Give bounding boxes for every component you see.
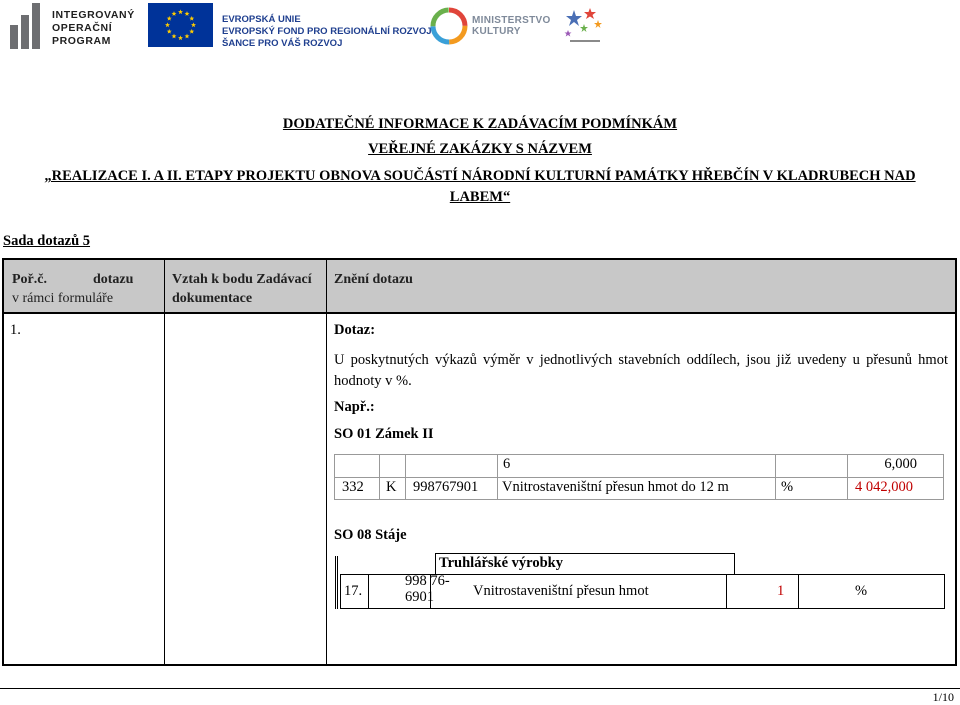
so01-cell-unit: % (781, 479, 794, 495)
so08-heading: SO 08 Stáje (334, 527, 407, 543)
question-text: U poskytnutých výkazů výměr v jednotlivých stavebních oddílech, jsou již uvedeny u přesunů hmot hodnoty v %. (334, 352, 948, 389)
iop-logo (10, 3, 135, 49)
doc-title: DODATEČNÉ INFORMACE K ZADÁVACÍM PODMÍNKÁM (282, 116, 678, 132)
header-col-reference: Vztah k bodu Zadávací dokumentace (172, 272, 312, 306)
so08-cell-num: 17. (344, 583, 363, 599)
so01-cell-top-4: 6 (503, 456, 511, 472)
question-set-label: Sada dotazů 5 (3, 233, 91, 249)
header-col-number: Poř.č. dotazu v rámci formuláře (12, 272, 134, 306)
so08-cell-qty: 1 (777, 583, 785, 599)
iop-logo-text: INTEGROVANÝ OPERAČNÍ PROGRAM (52, 9, 135, 47)
footer-rule (0, 688, 960, 689)
questions-table (2, 258, 957, 666)
eu-logo-text: EVROPSKÁ UNIE EVROPSKÝ FOND PRO REGIONÁLNÍ ROZVOJ ŠANCE PRO VÁŠ ROZVOJ (222, 14, 432, 49)
iop-logo-mark (10, 3, 40, 49)
page-number: 1/10 (932, 690, 954, 704)
doc-subtitle: VEŘEJNÉ ZAKÁZKY S NÁZVEM (368, 141, 592, 157)
contract-name: „REALIZACE I. A II. ETAPY PROJEKTU OBNOVA SOUČÁSTÍ NÁRODNÍ KULTURNÍ PAMÁTKY HŘEBČÍN V KLADRUBECH NAD LABEM“ (44, 168, 916, 205)
so01-cell-code: 332 (342, 479, 364, 495)
so01-cell-top-6: 6,000 (884, 456, 917, 472)
so01-cell-number: 998767901 (413, 479, 479, 495)
col-divider-1 (164, 260, 165, 664)
so08-cell-code: 998 76- 6901 (405, 573, 450, 605)
table-header-row (4, 260, 955, 314)
so01-cell-value: 4 042,000 (855, 479, 913, 495)
so08-table (340, 574, 945, 609)
example-label: Např.: (334, 399, 375, 415)
so08-table-heading: Truhlářské výrobky (435, 553, 735, 575)
col-divider-2 (326, 260, 327, 664)
so01-heading: SO 01 Zámek II (334, 426, 434, 442)
kultura-stars-logo-icon (560, 6, 608, 48)
header-col-question: Znění dotazu (334, 272, 413, 287)
row-number: 1. (10, 322, 21, 338)
so01-cell-desc: Vnitrostaveništní přesun hmot do 12 m (502, 479, 729, 495)
so01-table (334, 454, 944, 500)
so01-cell-type: K (386, 479, 397, 495)
question-label: Dotaz: (334, 322, 376, 338)
so08-cell-unit: % (855, 583, 868, 599)
ministry-logo-icon (430, 7, 468, 45)
so08-cell-desc: Vnitrostaveništní přesun hmot (473, 583, 649, 599)
ministry-logo-text: MINISTERSTVO KULTURY (472, 15, 551, 37)
eu-flag-icon (148, 3, 213, 47)
